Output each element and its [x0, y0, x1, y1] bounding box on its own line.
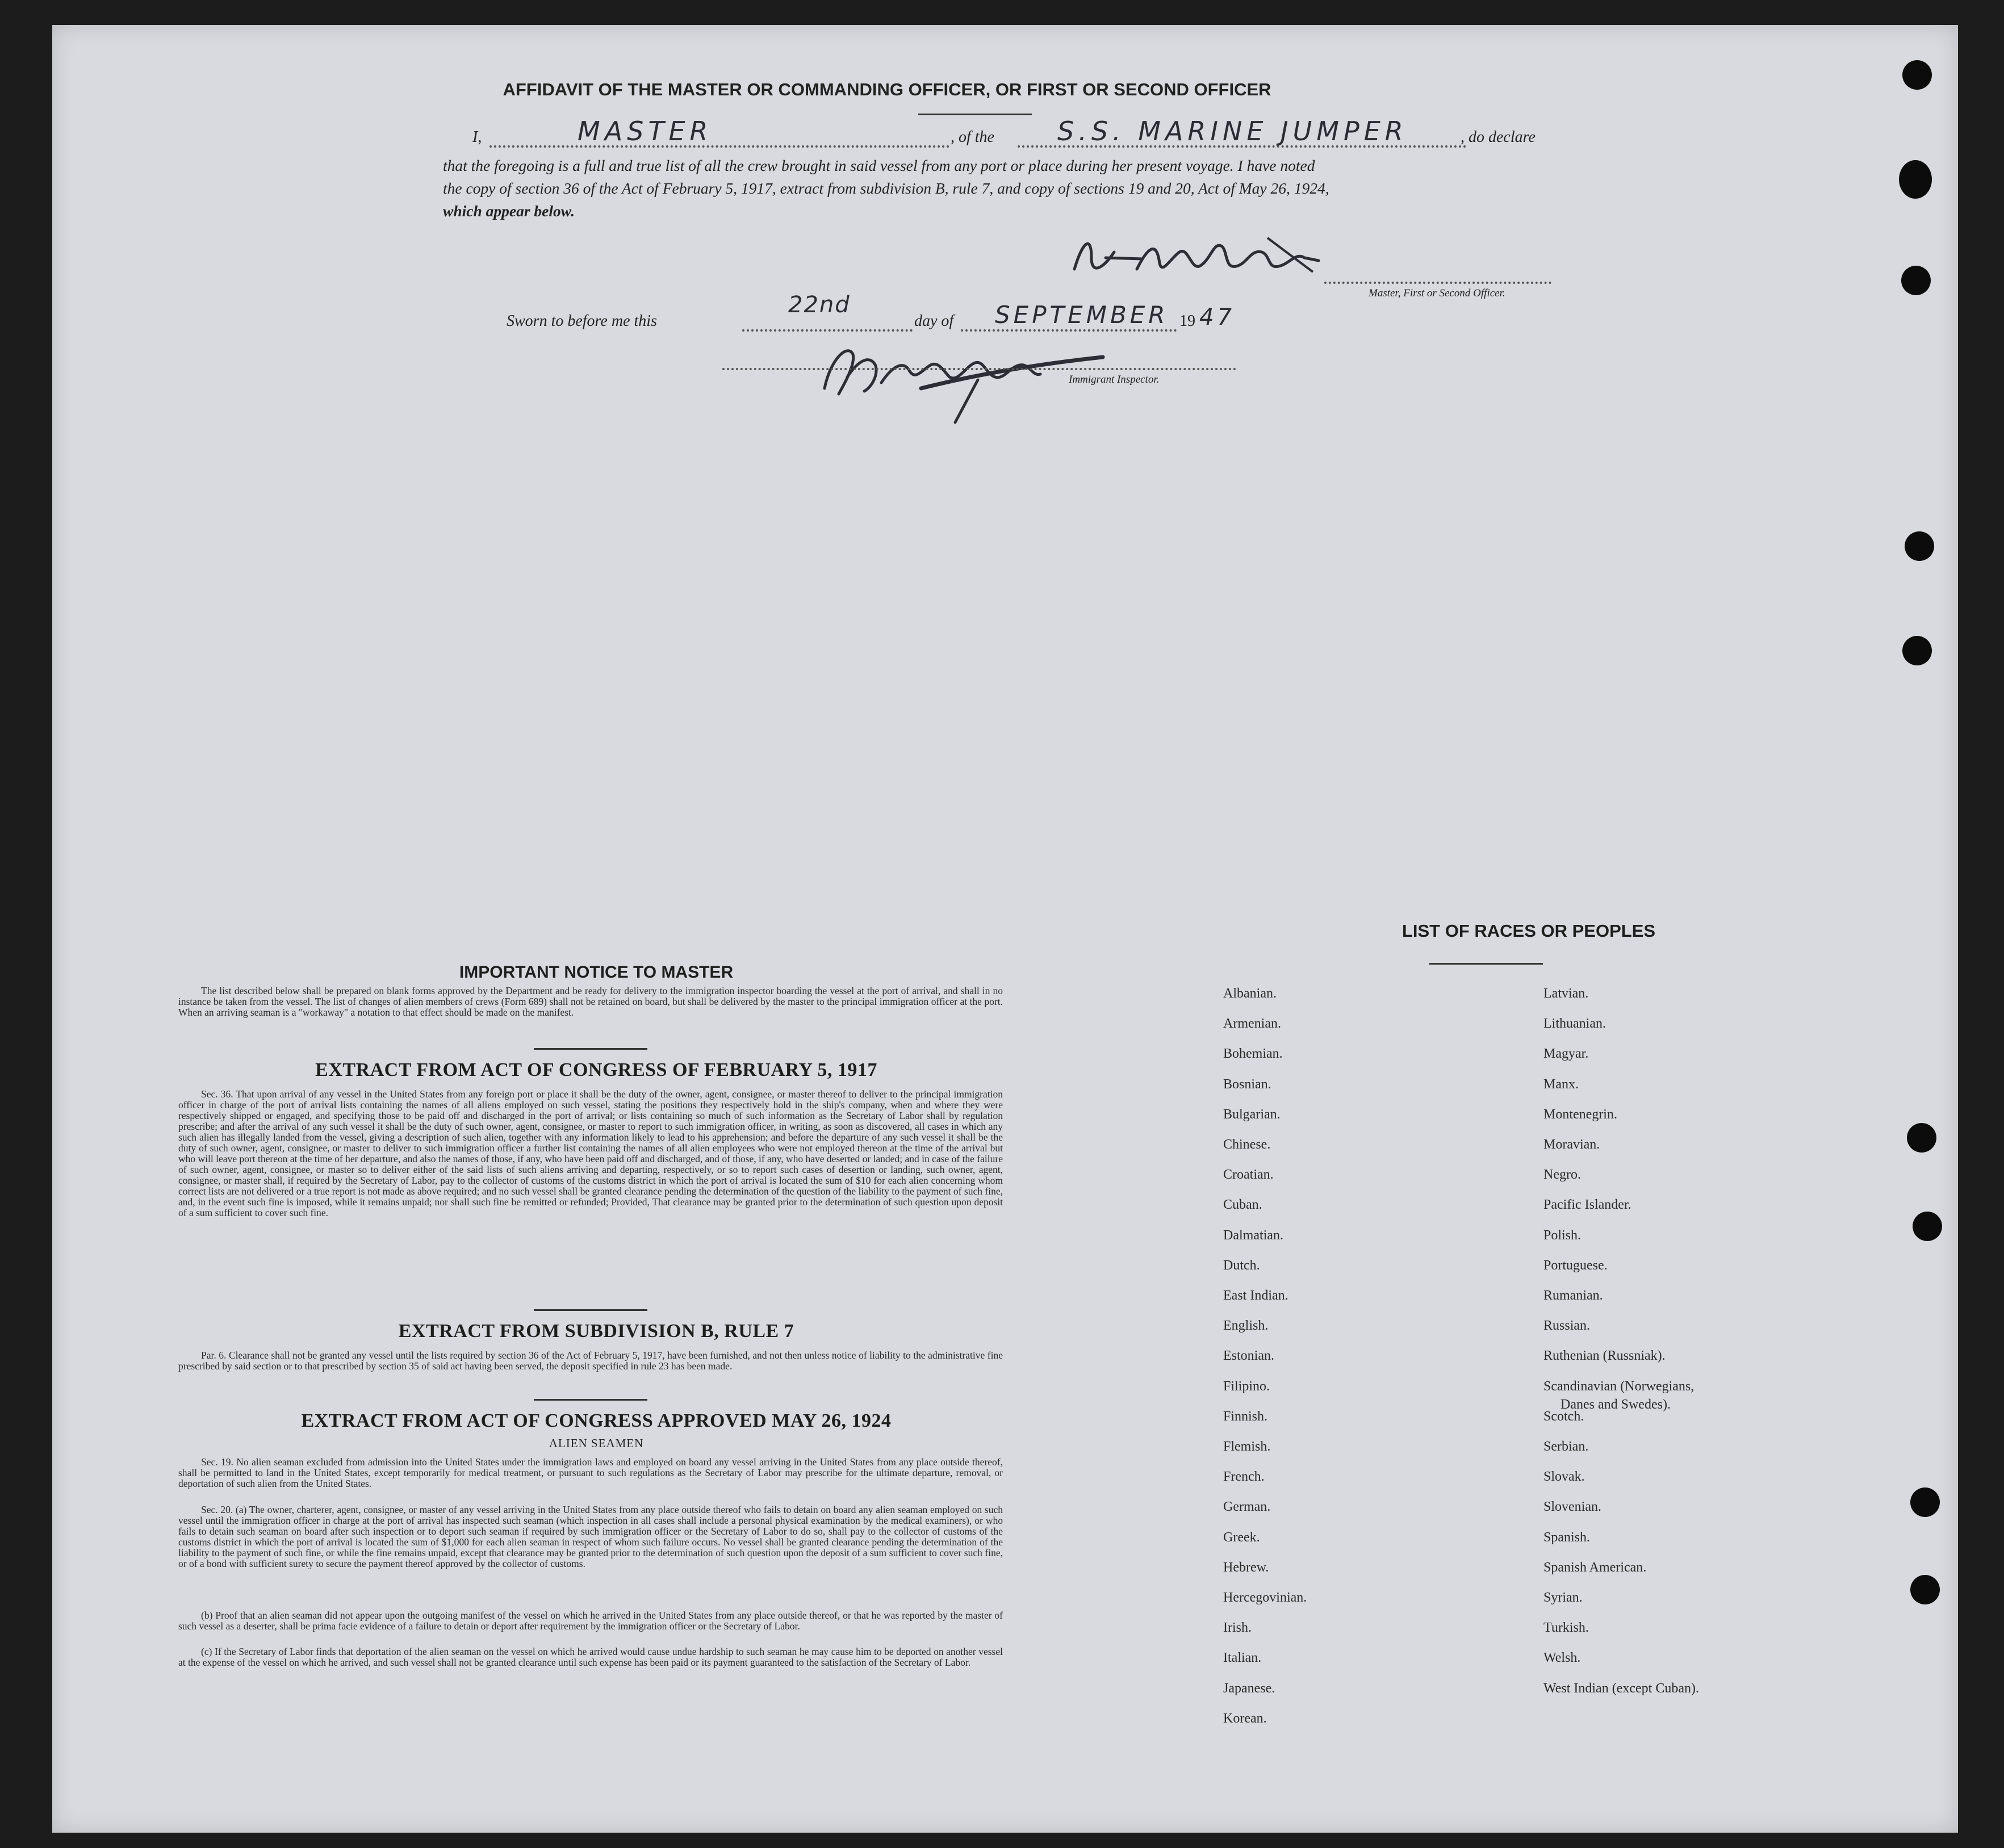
- binder-hole-9: [1910, 1575, 1940, 1604]
- document-page: [52, 25, 1958, 1833]
- race-left-item: Armenian.: [1223, 1016, 1281, 1032]
- race-left-item: Finnish.: [1223, 1409, 1268, 1424]
- race-right-item: West Indian (except Cuban).: [1543, 1681, 1699, 1696]
- do-declare-label: , do declare: [1461, 128, 1536, 146]
- binder-hole-4: [1905, 531, 1934, 561]
- race-left-item: Croatian.: [1223, 1167, 1274, 1183]
- binder-hole-7: [1913, 1212, 1942, 1241]
- race-left-item: Japanese.: [1223, 1681, 1275, 1696]
- race-right-item: Manx.: [1543, 1076, 1579, 1092]
- extract-1924-sec20c: (c) If the Secretary of Labor finds that deportation of the alien seaman on the vessel on which he arrived would cause undue hardship to such seaman he may cause him to be deported on another vessel at the expense of the vessel on which he arrived, and such vessel shall not be granted clearance until such expense has been paid or its payment guaranteed to the satisfaction of the Secretary of Labor.: [178, 1646, 1003, 1668]
- race-right-item: Negro.: [1543, 1167, 1581, 1183]
- race-left-item: Dalmatian.: [1223, 1227, 1283, 1243]
- affidavit-body-line-2: the copy of section 36 of the Act of February 5, 1917, extract from subdivision B, rule 7, and copy of sections 19 and 20, Act of May 26, 1924,: [443, 179, 1329, 197]
- extract-1917-text: Sec. 36. That upon arrival of any vessel in the United States from any foreign port or place it shall be the duty of the owner, agent, consignee, or master thereof to deliver to the principal immigration officer in charge of the port of arrival lists containing the names of all aliens employed on such vessel, stating the positions they respectively hold in the ship's company, when and where they were respectively shipped or engaged, and specifying those to be paid off and discharged in the port of arrival; or lists containing so much of such information as the Secretary of Labor shall by regulation prescribe; and after the arrival of any such vessel it shall be the duty of such owner, agent, consignee, or master to report to such immigration officer, in writing, as soon as discovered, all cases in which any such alien has illegally landed from the vessel, giving a description of such alien, together with any information likely to lead to his apprehension; and before the departure of any such vessel it shall be the duty of such owner, agent, consignee, or master to deliver to such immigration officer a further list containing the names of all alien employees who were not employed thereon at the time of the arrival but who will leave port thereon at the time of her departure, and also the names of those, if any, who have been paid off and discharged, and of those, if any, who have deserted or landed; and in case of the failure of such owner, agent, consignee, or master so to deliver either of the said lists of such aliens arriving and departing, respectively, or so to report such cases of desertion or landing, such owner, agent, consignee, or master shall, if required by the Secretary of Labor, pay to the collector of customs of the customs district in which the port of arrival is located the sum of $10 for each alien concerning whom correct lists are not delivered or a true report is not made as above required; and no such vessel shall be granted clearance pending the determination of the question of the liability to the payment of such fine, and, in the event such fine is imposed, while it remains unpaid; nor shall such fine be remitted or refunded; Provided, That clearance may be granted prior to the determination of such question upon deposit of a sum sufficient to cover such fine.: [178, 1088, 1003, 1218]
- binder-hole-5: [1902, 636, 1932, 665]
- race-right-item: Lithuanian.: [1543, 1016, 1606, 1032]
- race-right-item: Spanish.: [1543, 1529, 1591, 1545]
- year-printed: 19: [1179, 312, 1195, 330]
- master-officer-caption: Master, First or Second Officer.: [1369, 287, 1505, 299]
- race-right-item: Pacific Islander.: [1543, 1197, 1631, 1213]
- of-the-label: , of the: [951, 128, 994, 146]
- race-right-item: Moravian.: [1543, 1137, 1600, 1152]
- race-left-item: Bosnian.: [1223, 1076, 1271, 1092]
- race-right-item: Russian.: [1543, 1318, 1591, 1334]
- month-handwritten: SEPTEMBER: [995, 301, 1169, 329]
- extract-1924-title: EXTRACT FROM ACT OF CONGRESS APPROVED MAY 26, 1924: [301, 1410, 892, 1431]
- vessel-name-handwritten: S.S. MARINE JUMPER: [1057, 116, 1408, 146]
- extract-1924-sec20b: (b) Proof that an alien seaman did not appear upon the outgoing manifest of the vessel on which he arrived in the United States from any place outside thereof, or that he was reported by the master of such vessel as a deserter, shall be prima facie evidence of a failure to detain or deport after requirement by the immigration officer or the Secretary of Labor.: [178, 1610, 1003, 1632]
- race-right-item: Scotch.: [1543, 1409, 1584, 1424]
- race-left-item: Korean.: [1223, 1711, 1267, 1726]
- race-left-item: Estonian.: [1223, 1348, 1274, 1364]
- race-left-item: Albanian.: [1223, 986, 1277, 1001]
- race-right-item: Welsh.: [1543, 1650, 1581, 1666]
- notice-title: IMPORTANT NOTICE TO MASTER: [459, 963, 734, 982]
- race-right-item: Polish.: [1543, 1227, 1582, 1243]
- race-left-item: Chinese.: [1223, 1137, 1271, 1152]
- races-title-rule: [1429, 963, 1543, 965]
- race-left-item: Italian.: [1223, 1650, 1262, 1666]
- year-handwritten: 47: [1199, 304, 1235, 330]
- race-left-item: Dutch.: [1223, 1258, 1260, 1273]
- race-right-item: Slovak.: [1543, 1469, 1585, 1485]
- race-left-item: East Indian.: [1223, 1288, 1288, 1303]
- extract-rule7-text: Par. 6. Clearance shall not be granted any vessel until the lists required by section 36 of the Act of February 5, 1917, have been furnished, and not then unless notice of liability to the administrative fine prescribed by said section or to that prescribed by section 35 of said act having been served, the deposit specified in rule 23 has been made.: [178, 1350, 1003, 1372]
- extract-rule7-rule: [534, 1399, 647, 1401]
- binder-hole-3: [1901, 266, 1931, 295]
- race-right-item: Latvian.: [1543, 986, 1589, 1001]
- binder-hole-8: [1910, 1487, 1940, 1517]
- affidavit-prefix: I,: [472, 128, 482, 146]
- race-left-item: Bohemian.: [1223, 1046, 1283, 1062]
- master-signature-line: [1324, 282, 1551, 284]
- race-left-item: Hebrew.: [1223, 1560, 1269, 1575]
- extract-1917-title: EXTRACT FROM ACT OF CONGRESS OF FEBRUARY 5, 1917: [315, 1059, 877, 1080]
- race-left-item: French.: [1223, 1469, 1265, 1485]
- day-handwritten: 22nd: [788, 292, 851, 318]
- extract-1924-subtitle: ALIEN SEAMEN: [549, 1436, 644, 1450]
- race-right-item: Magyar.: [1543, 1046, 1589, 1062]
- race-left-item: Bulgarian.: [1223, 1107, 1281, 1122]
- extract-1917-rule: [534, 1309, 647, 1311]
- race-right-item: Ruthenian (Russniak).: [1543, 1348, 1666, 1364]
- race-right-item: Rumanian.: [1543, 1288, 1603, 1303]
- affidavit-title: AFFIDAVIT OF THE MASTER OR COMMANDING OFFICER, OR FIRST OR SECOND OFFICER: [503, 79, 1271, 99]
- notice-rule: [534, 1048, 647, 1050]
- extract-1924-sec19: Sec. 19. No alien seaman excluded from admission into the United States under the immigration laws and employed on board any vessel arriving in the United States from any place outside thereof, shall be permitted to land in the United States, except temporarily for medical treatment, or pursuant to such regulations as the Secretary of Labor may prescribe for the ultimate departure, removal, or deportation of such alien from the United States.: [178, 1456, 1003, 1489]
- affidavit-body-line-3: which appear below.: [443, 202, 575, 220]
- affidavit-title-rule: [918, 114, 1032, 115]
- race-left-item: English.: [1223, 1318, 1269, 1334]
- master-name-handwritten: MASTER: [578, 116, 713, 146]
- race-right-item: Danes and Swedes).: [1560, 1397, 1671, 1412]
- extract-1924-sec20a: Sec. 20. (a) The owner, charterer, agent, consignee, or master of any vessel arriving in the United States from any place outside thereof who fails to detain on board any alien seaman employed on such vessel until the immigration officer in charge at the port of arrival has inspected such seaman (which inspection in all cases shall include a personal physical examination by the medical examiners), or who fails to detain such seaman on board after such inspection or to deport such seaman if required by such immigration officer or the Secretary of Labor to do so, shall pay to the collector of customs of the customs district in which the port of arrival is located the sum of $1,000 for each alien seaman in respect of whom such failure occurs. No vessel shall be granted clearance pending the determination of the liability to the payment of such fine, or while the fine remains unpaid, except that clearance may be granted prior to the determination of such question upon the deposit of a sum sufficient to cover such fine, or of a bond with sufficient surety to secure the payment thereof approved by the collector of customs.: [178, 1504, 1003, 1569]
- notice-text: The list described below shall be prepared on blank forms approved by the Department and be ready for delivery to the immigration inspector boarding the vessel at the port of arrival, and shall in no instance be taken from the vessel. The list of changes of alien members of crews (Form 689) shall not be retained on board, but shall be delivered by the master to the principal immigration officer at the port. When an arriving seaman is a "workaway" a notation to that effect should be made on the manifest.: [178, 985, 1003, 1018]
- race-right-item: Spanish American.: [1543, 1560, 1647, 1575]
- race-left-item: Cuban.: [1223, 1197, 1262, 1213]
- race-left-item: Irish.: [1223, 1620, 1252, 1636]
- day-of-label: day of: [914, 312, 954, 330]
- race-right-item: Serbian.: [1543, 1439, 1589, 1454]
- affidavit-body-line-1: that the foregoing is a full and true list of all the crew brought in said vessel from any port or place during her present voyage. I have noted: [443, 157, 1315, 174]
- race-right-item: Scandinavian (Norwegians,: [1543, 1378, 1695, 1394]
- master-signature: [1052, 218, 1392, 292]
- sworn-label: Sworn to before me this: [507, 312, 657, 330]
- binder-hole-1: [1902, 60, 1932, 90]
- inspector-signature-line: [722, 368, 1236, 370]
- race-left-item: German.: [1223, 1499, 1271, 1515]
- extract-rule7-title: EXTRACT FROM SUBDIVISION B, RULE 7: [398, 1321, 794, 1342]
- race-left-item: Greek.: [1223, 1529, 1260, 1545]
- race-left-item: Hercegovinian.: [1223, 1590, 1307, 1605]
- race-right-item: Slovenian.: [1543, 1499, 1601, 1515]
- binder-hole-2: [1899, 160, 1932, 199]
- binder-hole-6: [1907, 1123, 1936, 1153]
- races-title: LIST OF RACES OR PEOPLES: [1401, 921, 1656, 941]
- race-left-item: Filipino.: [1223, 1378, 1270, 1394]
- race-right-item: Syrian.: [1543, 1590, 1583, 1605]
- name-blank-line: [490, 145, 949, 148]
- race-left-item: Flemish.: [1223, 1439, 1271, 1454]
- race-right-item: Turkish.: [1543, 1620, 1589, 1636]
- race-right-item: Portuguese.: [1543, 1258, 1608, 1273]
- inspector-caption: Immigrant Inspector.: [1069, 374, 1160, 385]
- race-right-item: Montenegrin.: [1543, 1107, 1617, 1122]
